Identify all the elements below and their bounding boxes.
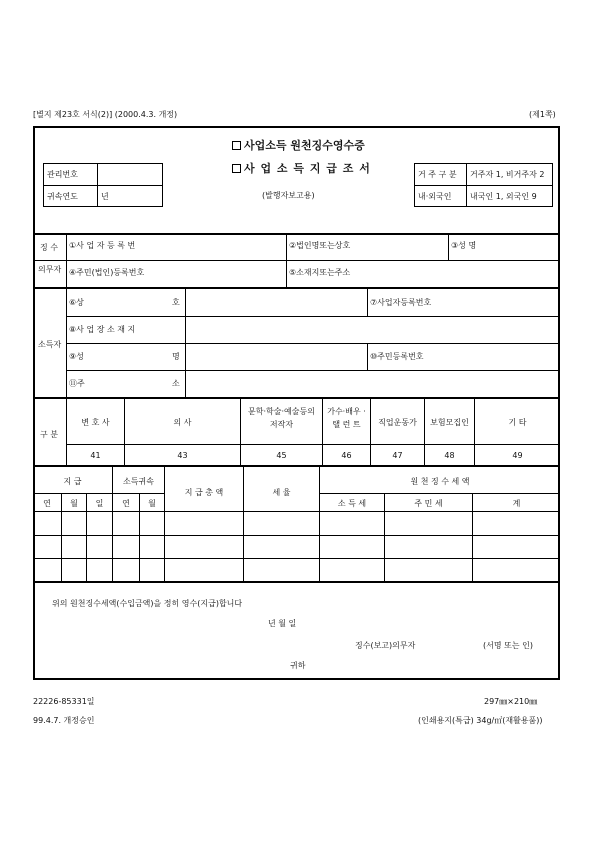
footer-approval: 99.4.7. 개정승인 <box>33 716 95 725</box>
pay-label: 지 급 <box>63 477 82 486</box>
form-frame <box>33 126 560 680</box>
mgmt-no-label: 관리번호 <box>47 170 78 179</box>
payer-field-2: ②법인명또는상호 <box>289 241 351 250</box>
earner-field-10: ⑩주민등록번호 <box>370 352 424 361</box>
year-label: 귀속연도 <box>47 192 78 201</box>
attribution-label: 소득귀속 <box>123 477 154 486</box>
category-name-49: 기 타 <box>508 418 527 427</box>
category-code-49: 49 <box>512 451 523 460</box>
checkbox-icon <box>232 141 241 150</box>
sign-label: (서명 또는 인) <box>483 641 533 650</box>
earner-field-11a: ⑪주 <box>69 379 85 388</box>
sum-label: 계 <box>512 499 521 508</box>
pay-day: 일 <box>95 499 104 508</box>
category-name-46: 가수·배우 ·탤 런 트 <box>327 407 366 429</box>
footer-paper: (인쇄용지(특급) 34g/㎡(재활용품)) <box>418 716 543 725</box>
obligor-label: 징수(보고)의무자 <box>355 641 416 650</box>
category-code-48: 48 <box>444 451 455 460</box>
category-name-41: 변 호 사 <box>81 418 110 427</box>
total-amount-label: 지 급 총 액 <box>184 488 224 497</box>
pay-month: 월 <box>70 499 78 508</box>
addressee-label: 귀하 <box>290 661 306 670</box>
earner-field-9b: 명 <box>172 352 180 361</box>
earner-field-7: ⑦사업자등록번호 <box>370 298 432 307</box>
attr-month: 월 <box>148 499 156 508</box>
footer-code: 22226-85331일 <box>33 697 95 706</box>
category-code-46: 46 <box>341 451 352 460</box>
payer-field-3: ③성 명 <box>451 241 477 250</box>
payer-field-1: ①사 업 자 등 록 번 <box>69 241 136 250</box>
category-label: 구 분 <box>40 430 58 439</box>
category-code-45: 45 <box>276 451 287 460</box>
declaration-statement: 위의 원천징수세액(수입금액)을 정히 영수(지급)합니다 <box>52 599 243 608</box>
withholding-label: 원 천 징 수 세 액 <box>410 477 470 486</box>
nationality-value: 내국인 1, 외국인 9 <box>470 192 537 201</box>
category-code-41: 41 <box>90 451 101 460</box>
earner-field-6a: ⑥상 <box>69 298 84 307</box>
tax-rate-label: 세 율 <box>272 488 291 497</box>
nationality-label: 내·외국인 <box>418 192 452 201</box>
category-name-47: 직업운동가 <box>378 418 417 427</box>
attr-year: 연 <box>122 499 130 508</box>
pay-year: 연 <box>43 499 51 508</box>
earner-field-6b: 호 <box>172 298 180 307</box>
payer-field-4: ④주민(법인)등록번호 <box>69 268 145 277</box>
residence-label: 거 주 구 분 <box>418 170 457 179</box>
footer-size: 297㎜×210㎜ <box>484 697 538 706</box>
payer-field-5: ⑤소재지또는주소 <box>289 268 351 277</box>
category-name-43: 의 사 <box>173 418 192 427</box>
category-name-45: 문학·학술·예술등의 저작자 <box>248 407 315 429</box>
checkbox-icon <box>232 164 241 173</box>
resident-tax-label: 주 민 세 <box>414 499 443 508</box>
payer-label-1: 징 수 <box>40 243 58 252</box>
payer-label-2: 의무자 <box>38 265 62 274</box>
earner-field-11b: 소 <box>172 379 180 388</box>
category-code-43: 43 <box>177 451 188 460</box>
residence-value: 거주자 1, 비거주자 2 <box>470 170 545 179</box>
form-id: [별지 제23호 서식(2)] (2000.4.3. 개정) <box>33 110 178 119</box>
page-number: (제1쪽) <box>529 110 556 119</box>
category-name-48: 보험모집인 <box>430 418 469 427</box>
title-sub: (발행자보고용) <box>262 191 315 200</box>
title-line1: 사업소득 원천징수영수증 <box>232 140 365 151</box>
title-line2: 사 업 소 득 지 급 조 서 <box>232 163 371 174</box>
income-tax-label: 소 득 세 <box>337 499 367 508</box>
earner-label: 소득자 <box>38 340 62 349</box>
category-code-47: 47 <box>392 451 403 460</box>
earner-field-8: ⑧사 업 장 소 재 지 <box>69 325 136 334</box>
year-unit: 년 <box>101 192 109 201</box>
declaration-date: 년 월 일 <box>268 619 297 628</box>
earner-field-9a: ⑨성 <box>69 352 84 361</box>
